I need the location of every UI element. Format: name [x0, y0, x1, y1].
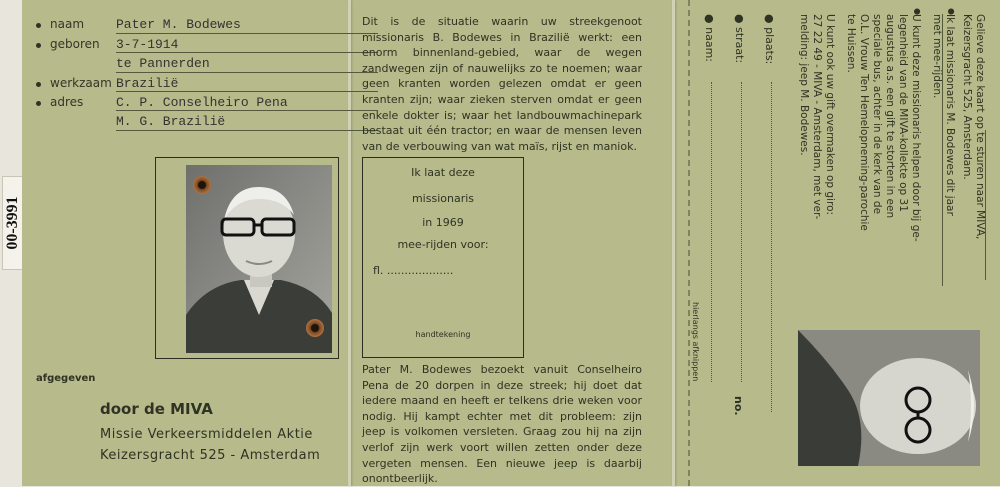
- giro-line: U kunt ook uw gift overmaken op giro:: [824, 14, 836, 216]
- place-line[interactable]: [771, 82, 772, 412]
- amount-field[interactable]: fl. ...................: [373, 264, 454, 277]
- number-label: no.: [732, 396, 745, 416]
- archive-number: 00-3991: [4, 196, 21, 250]
- bullet-icon: ●: [913, 8, 922, 15]
- street-line[interactable]: [741, 82, 742, 382]
- bullet: [36, 101, 41, 106]
- pledge-line: Ik laat deze: [411, 166, 475, 179]
- pledge-line: missionaris: [411, 192, 475, 205]
- field-label: naam: [50, 17, 85, 31]
- underline: [116, 91, 378, 92]
- bullet-line: te Huissen.: [845, 14, 857, 73]
- bullet-line: speciale bus, achter in de kerk van de: [871, 14, 883, 215]
- tear-label: hierlangs afknippen: [691, 302, 700, 382]
- bullet-icon: ●: [947, 8, 956, 15]
- issuer-name: door de MIVA: [100, 400, 213, 418]
- giro-line: 27 22 49 - MIVA - Amsterdam, met ver-: [811, 14, 823, 220]
- signature-label: handtekening: [415, 330, 471, 339]
- cut-line: [688, 0, 690, 486]
- form-name-label: naam:: [703, 27, 716, 62]
- underline: [116, 130, 378, 131]
- bullet-line: Ik laat missionaris M. Bodewes dit jaar: [944, 14, 956, 216]
- bullet-line: met mee-rijden.: [931, 14, 943, 99]
- underline: [116, 110, 378, 111]
- field-label: adres: [50, 95, 84, 109]
- field-value: Pater M. Bodewes: [116, 17, 241, 32]
- thumbnail-photo: [798, 330, 980, 466]
- underline: [116, 52, 378, 53]
- bullet-one: [930, 14, 956, 216]
- field-label: geboren: [50, 37, 100, 51]
- archive-tag: [2, 176, 24, 270]
- giro-line: melding: jeep M. Bodewes.: [798, 14, 810, 156]
- field-value: C. P. Conselheiro Pena: [116, 95, 288, 110]
- underline: [116, 33, 378, 34]
- form-street: [733, 14, 746, 63]
- bullet-line: O.L. Vrouw Ten Hemelopneming-parochie: [858, 14, 870, 231]
- bullet-line: U kunt deze missionaris helpen door bij ge-: [910, 14, 922, 242]
- story-text: Pater M. Bodewes bezoekt vanuit Conselheiro Pena de 20 dorpen in deze streek; hij doet dat iedere maand en heeft er telkens drie weken voor nodig. Hij kampt echter met dit probleem: zijn jeep is volkomen versleten. Graag zou hij na zijn verlof zijn werk voort willen zetten onder deze vergeten mensen. Een nieuwe jeep is daarbij onontbeerlijk.: [362, 363, 642, 486]
- mail-line: Keizersgracht 525, Amsterdam.: [961, 14, 973, 180]
- rivet-icon: [193, 176, 211, 194]
- rivet-icon: [306, 319, 324, 337]
- giro-text: [797, 14, 836, 219]
- bullet-rule: [942, 14, 943, 286]
- mail-header: [960, 14, 986, 239]
- pledge-box[interactable]: [362, 157, 524, 358]
- bullet: [36, 82, 41, 87]
- bullet: ●: [703, 14, 716, 28]
- bullet-line: augustus a.s. een gift te storten in een: [884, 14, 896, 219]
- form-street-label: straat:: [733, 27, 746, 64]
- mail-line: Gelieve deze kaart op te sturen naar MIVA,: [974, 14, 986, 240]
- form-fields: [703, 14, 716, 62]
- pledge-line: in 1969: [422, 216, 464, 229]
- bullet: [36, 43, 41, 48]
- form-place: [763, 14, 776, 64]
- name-line[interactable]: [711, 82, 712, 382]
- intro-text: Dit is de situatie waarin uw streekgenoot missionaris B. Bodewes in Brazilië werkt: een enorm binnenland-gebied, waar de wegen zandwegen zijn of nauwelijks zo te noemen; waar geen kranten worden gelezen omdat er geen kranten zijn; waar zieken sterven omdat er geen enkele dokter is; waar het landbouwmachinepark bestaat uit één tractor; en waar de mensen leven van de verbouwing van wat maïs, rijst en maniok.: [362, 15, 642, 153]
- field-value: Brazilië: [116, 76, 179, 91]
- bullet-line: legenheid van de MIVA-kollekte op 31: [897, 14, 909, 212]
- fold-line: [672, 0, 675, 486]
- field-label: werkzaam: [50, 76, 112, 90]
- issued-label: afgegeven: [36, 373, 96, 384]
- bullet-two: [844, 14, 922, 242]
- bullet: ●: [763, 14, 776, 28]
- field-value: 3-7-1914: [116, 37, 179, 52]
- field-value: te Pannerden: [116, 56, 210, 71]
- org-address: Keizersgracht 525 - Amsterdam: [100, 448, 321, 463]
- bullet: [36, 23, 41, 28]
- underline: [116, 72, 378, 73]
- header-rule: [985, 130, 986, 280]
- bullet: ●: [733, 14, 746, 28]
- pledge-line: mee-rijden voor:: [397, 238, 489, 251]
- form-place-label: plaats:: [763, 27, 776, 65]
- field-value: M. G. Brazilië: [116, 114, 226, 129]
- org-name: Missie Verkeersmiddelen Aktie: [100, 427, 313, 442]
